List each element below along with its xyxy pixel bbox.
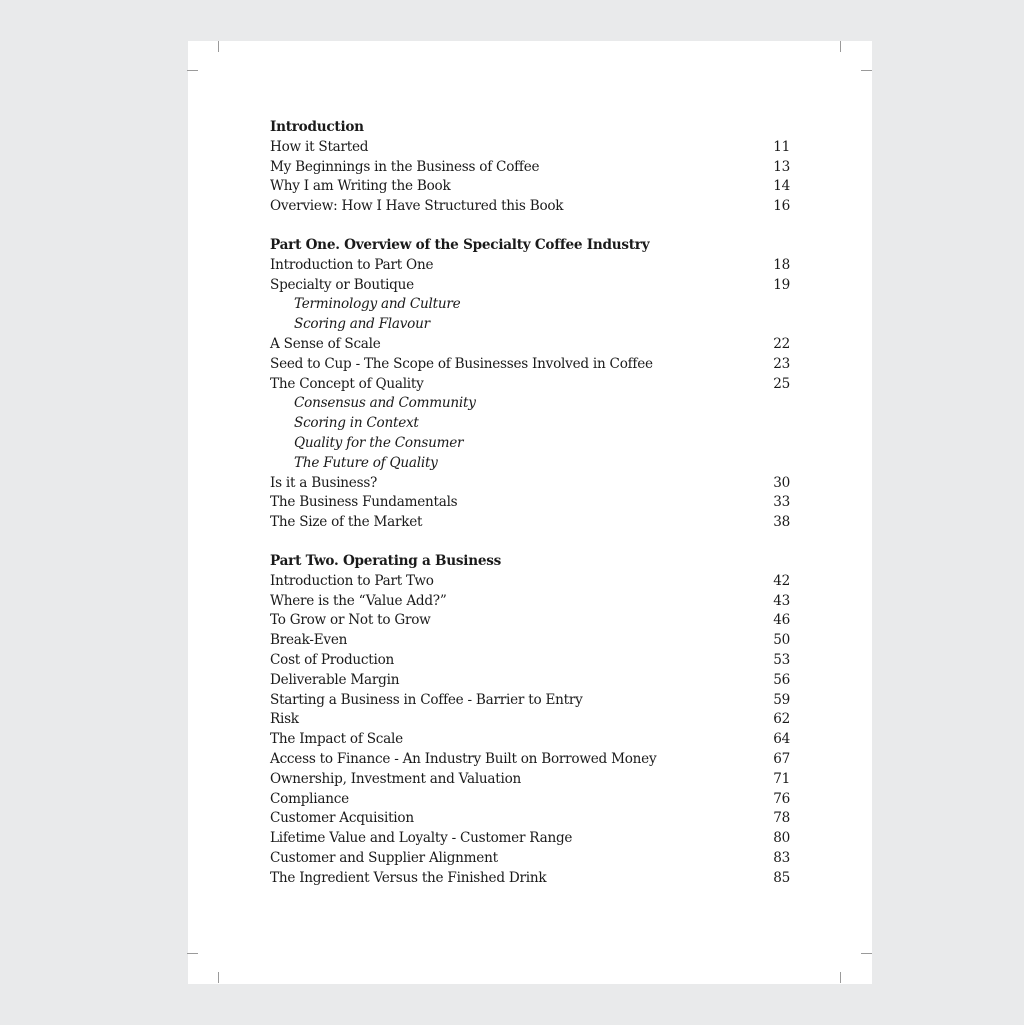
entry-page-number: 33 — [773, 494, 790, 511]
entry-page-number: 59 — [773, 691, 790, 708]
entry-title: Introduction to Part One — [270, 256, 434, 273]
toc-entry — [270, 770, 790, 790]
entry-title: Lifetime Value and Loyalty - Customer Range — [270, 830, 573, 847]
entry-page-number: 19 — [773, 276, 790, 293]
entry-title: The Business Fundamentals — [270, 494, 458, 511]
toc-section — [270, 236, 790, 533]
toc-entry — [270, 138, 790, 158]
entry-title: The Concept of Quality — [270, 375, 424, 392]
entry-title: Overview: How I Have Structured this Book — [270, 198, 564, 215]
toc-entry — [270, 474, 790, 494]
toc-entry — [270, 750, 790, 770]
crop-mark-top-left-vertical — [218, 41, 219, 52]
entry-page-number: 78 — [773, 810, 790, 827]
toc-subentry — [270, 394, 790, 414]
entry-page-number: 42 — [773, 572, 790, 589]
entry-page-number: 56 — [773, 671, 790, 688]
toc-entry — [270, 710, 790, 730]
entry-page-number: 80 — [773, 830, 790, 847]
toc-section-heading — [270, 552, 790, 572]
toc-entry — [270, 355, 790, 375]
toc-entry — [270, 375, 790, 395]
toc-entry — [270, 493, 790, 513]
crop-mark-bottom-right-vertical — [840, 972, 841, 983]
toc-entry — [270, 691, 790, 711]
entry-title: Quality for the Consumer — [294, 434, 464, 451]
document-page — [188, 41, 872, 984]
entry-page-number: 11 — [773, 138, 790, 155]
entry-page-number: 67 — [773, 750, 790, 767]
entry-page-number: 13 — [773, 158, 790, 175]
entry-page-number: 30 — [773, 474, 790, 491]
entry-title: To Grow or Not to Grow — [270, 612, 431, 629]
entry-title: Is it a Business? — [270, 474, 378, 491]
entry-title: A Sense of Scale — [270, 335, 381, 352]
toc-entry — [270, 730, 790, 750]
toc-subentry — [270, 434, 790, 454]
entry-title: Terminology and Culture — [294, 296, 461, 313]
entry-page-number: 43 — [773, 592, 790, 609]
toc-entry — [270, 829, 790, 849]
entry-page-number: 83 — [773, 849, 790, 866]
toc-subentry — [270, 414, 790, 434]
entry-title: Introduction to Part Two — [270, 572, 434, 589]
toc-entry — [270, 256, 790, 276]
toc-subentry — [270, 454, 790, 474]
entry-page-number: 46 — [773, 612, 790, 629]
entry-title: Consensus and Community — [294, 395, 476, 412]
toc-entry — [270, 276, 790, 296]
entry-title: Seed to Cup - The Scope of Businesses Involved in Coffee — [270, 355, 653, 372]
toc-entry — [270, 651, 790, 671]
entry-title: Compliance — [270, 790, 349, 807]
entry-title: Customer and Supplier Alignment — [270, 849, 498, 866]
entry-page-number: 22 — [773, 335, 790, 352]
entry-title: Risk — [270, 711, 299, 728]
toc-entry — [270, 631, 790, 651]
toc-entry — [270, 790, 790, 810]
table-of-contents — [270, 118, 790, 888]
toc-entry — [270, 158, 790, 178]
section-heading-title: Part One. Overview of the Specialty Coffee Industry — [270, 236, 650, 253]
entry-page-number: 25 — [773, 375, 790, 392]
entry-page-number: 16 — [773, 198, 790, 215]
entry-page-number: 76 — [773, 790, 790, 807]
toc-entry — [270, 869, 790, 889]
entry-title: Access to Finance - An Industry Built on Borrowed Money — [270, 750, 657, 767]
entry-title: Ownership, Investment and Valuation — [270, 770, 522, 787]
toc-section-heading — [270, 118, 790, 138]
crop-mark-top-right-vertical — [840, 41, 841, 52]
toc-entry — [270, 335, 790, 355]
toc-entry — [270, 611, 790, 631]
crop-mark-top-right-horizontal — [861, 70, 872, 71]
toc-entry — [270, 671, 790, 691]
toc-subentry — [270, 295, 790, 315]
toc-entry — [270, 849, 790, 869]
toc-entry — [270, 197, 790, 217]
entry-title: Why I am Writing the Book — [270, 178, 451, 195]
entry-title: Scoring in Context — [294, 415, 419, 432]
crop-mark-bottom-left-horizontal — [187, 953, 198, 954]
entry-page-number: 23 — [773, 355, 790, 372]
entry-page-number: 64 — [773, 731, 790, 748]
entry-page-number: 53 — [773, 651, 790, 668]
toc-entry — [270, 177, 790, 197]
entry-page-number: 50 — [773, 632, 790, 649]
toc-section-heading — [270, 236, 790, 256]
entry-title: Cost of Production — [270, 651, 395, 668]
toc-entry — [270, 572, 790, 592]
entry-title: My Beginnings in the Business of Coffee — [270, 158, 540, 175]
crop-mark-bottom-left-vertical — [218, 972, 219, 983]
entry-title: Where is the “Value Add?” — [270, 592, 447, 609]
entry-title: Break-Even — [270, 632, 348, 649]
toc-subentry — [270, 315, 790, 335]
entry-title: The Size of the Market — [270, 514, 423, 531]
toc-entry — [270, 592, 790, 612]
entry-page-number: 71 — [773, 770, 790, 787]
entry-page-number: 14 — [773, 178, 790, 195]
entry-title: Deliverable Margin — [270, 671, 400, 688]
entry-page-number: 62 — [773, 711, 790, 728]
toc-section — [270, 118, 790, 217]
entry-page-number: 18 — [773, 256, 790, 273]
entry-page-number: 85 — [773, 869, 790, 886]
entry-title: Customer Acquisition — [270, 810, 414, 827]
entry-title: Specialty or Boutique — [270, 276, 414, 293]
entry-title: The Ingredient Versus the Finished Drink — [270, 869, 547, 886]
entry-title: Scoring and Flavour — [294, 316, 430, 333]
toc-section — [270, 552, 790, 889]
entry-page-number: 38 — [773, 514, 790, 531]
toc-entry — [270, 809, 790, 829]
entry-title: The Impact of Scale — [270, 731, 403, 748]
crop-mark-top-left-horizontal — [187, 70, 198, 71]
entry-title: The Future of Quality — [294, 454, 438, 471]
crop-mark-bottom-right-horizontal — [861, 953, 872, 954]
toc-entry — [270, 513, 790, 533]
entry-title: Starting a Business in Coffee - Barrier to Entry — [270, 691, 583, 708]
entry-title: How it Started — [270, 138, 369, 155]
section-heading-title: Introduction — [270, 119, 364, 135]
section-heading-title: Part Two. Operating a Business — [270, 552, 502, 569]
